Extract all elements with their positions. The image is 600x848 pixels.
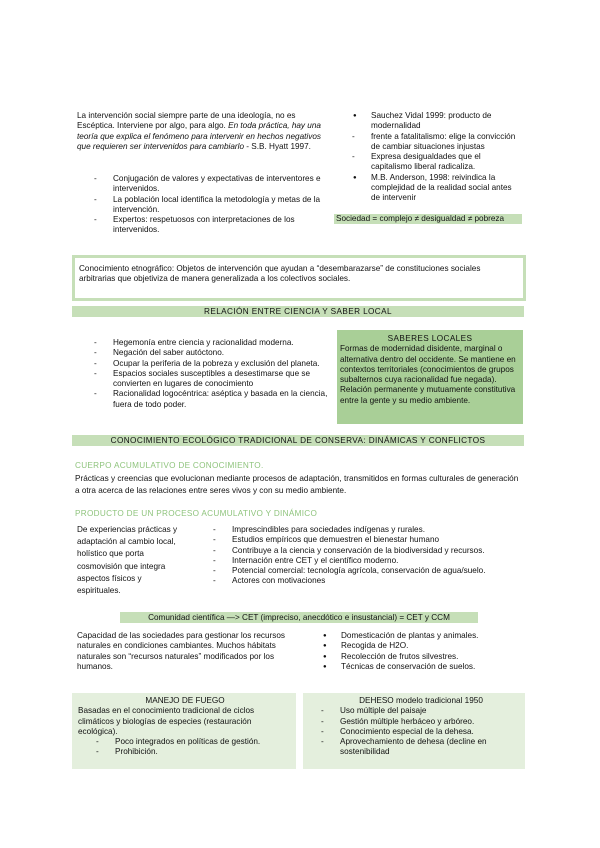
right-top-list xyxy=(352,111,522,204)
list-item: - Actores con motivaciones xyxy=(213,576,528,586)
saberes-text: Formas de modernidad disidente, marginal o alternativa dentro del occidente. Se mantiene en contextos territoriales (conocimientos de grupos subalternos cuya racionalidad fue negada). Relación permanente y mutuamente constitutiva entre la gente y su medio ambiente. xyxy=(340,344,516,405)
intro-citation: - S.B. Hyatt 1997. xyxy=(244,141,311,151)
comunidad-text: Comunidad científica —> CET (impreciso, anecdótico e insustancial) = CET y CCM xyxy=(148,613,450,622)
manejo-fuego-box xyxy=(72,693,296,769)
relacion-bullet-list xyxy=(94,338,331,410)
producto-bullet-list xyxy=(213,525,528,587)
relacion-banner-title: RELACIÓN ENTRE CIENCIA Y SABER LOCAL xyxy=(204,307,392,316)
society-highlight xyxy=(334,214,522,224)
saberes-locales-box xyxy=(337,330,523,424)
list-item: ● Domesticación de plantas y animales. xyxy=(322,631,522,641)
list-item: - Potencial comercial: tecnología agrícola, conservación de agua/suelo. xyxy=(213,566,528,576)
list-item: - Uso múltiple del paisaje xyxy=(321,706,521,716)
list-item: - Expertos: respetuosos con interpretaciones de los intervenidos. xyxy=(94,215,326,236)
list-item: - frente a fatalitalismo: elige la convicción de cambiar situaciones injustas xyxy=(352,132,522,153)
list-item: - Negación del saber autóctono. xyxy=(94,348,331,358)
intro-text: La intervención social siempre parte de una ideología, no es Escéptica. Interviene por algo, para algo. xyxy=(77,111,296,131)
list-item: - Racionalidad logocéntrica: aséptica y basada en la ciencia, fuera de todo poder. xyxy=(94,389,331,410)
intro-paragraph xyxy=(77,111,327,152)
list-item: ● Técnicas de conservación de suelos. xyxy=(322,662,522,672)
list-item: - La población local identifica la metodología y metas de la intervención. xyxy=(94,195,326,216)
intro-bullet-list xyxy=(94,174,326,236)
list-item: - Conjugación de valores y expectativas de interventores e intervenidos. xyxy=(94,174,326,195)
list-item: - Estudios empíricos que demuestren el bienestar humano xyxy=(213,535,528,545)
list-item: - Expresa desigualdades que el capitalismo liberal radicaliza. xyxy=(352,152,522,173)
dehesa-title: DEHESO modelo tradicional 1950 xyxy=(359,696,483,705)
dehesa-list xyxy=(321,706,521,757)
capacidad-bullet-list xyxy=(322,631,522,672)
society-highlight-text: Sociedad = complejo ≠ desigualdad ≠ pobreza xyxy=(336,214,505,223)
list-item: - Imprescindibles para sociedades indígenas y rurales. xyxy=(213,525,528,535)
list-item: - Poco integrados en políticas de gestión. xyxy=(96,737,292,747)
comunidad-banner xyxy=(120,612,478,623)
list-item: ● M.B. Anderson, 1998: reivindica la complejidad de la realidad social antes de intervenir xyxy=(352,173,522,204)
list-item: - Hegemonía entre ciencia y racionalidad moderna. xyxy=(94,338,331,348)
cet-banner-title: CONOCIMIENTO ECOLÓGICO TRADICIONAL DE CONSERVA: DINÁMICAS Y CONFLICTOS xyxy=(110,436,486,445)
ethnographic-text: Conocimiento etnográfico: Objetos de intervención que ayudan a “desembarazarse” de constituciones sociales arbitrarias que objetiviza de manera generalizada a los colectivos sociales. xyxy=(79,264,481,284)
list-item: ● Sauchez Vidal 1999: producto de modernalidad xyxy=(352,111,522,132)
manejo-fuego-title: MANEJO DE FUEGO xyxy=(145,696,225,705)
list-item: - Gestión múltiple herbáceo y arbóreo. xyxy=(321,717,521,727)
list-item: - Aprovechamiento de dehesa (decline en sostenibilidad xyxy=(321,737,521,758)
list-item: ● Recogida de H2O. xyxy=(322,641,522,651)
producto-left-text: De experiencias prácticas y adaptación al cambio local, holístico que porta cosmovisión que integra aspectos físicos y espirituales. xyxy=(77,525,178,596)
cet-banner xyxy=(72,435,524,446)
dehesa-box xyxy=(303,693,525,769)
cuerpo-text: Prácticas y creencias que evolucionan mediante procesos de adaptación, transmitidos en formas culturales de generación a otra acerca de las relaciones entre seres vivos y con su medio ambiente. xyxy=(75,474,519,495)
list-item: - Prohibición. xyxy=(96,747,292,757)
saberes-title: SABERES LOCALES xyxy=(387,334,473,343)
manejo-fuego-text: Basadas en el conocimiento tradicional de ciclos climáticos y biologías de especies (restauración ecológica). xyxy=(78,706,255,736)
producto-title: PRODUCTO DE UN PROCESO ACUMULATIVO Y DINÁMICO xyxy=(75,509,318,518)
list-item: - Conocimiento especial de la dehesa. xyxy=(321,727,521,737)
cuerpo-title: CUERPO ACUMULATIVO DE CONOCIMIENTO. xyxy=(75,461,264,470)
list-item: - Ocupar la periferia de la pobreza y exclusión del planeta. xyxy=(94,359,331,369)
capacidad-text: Capacidad de las sociedades para gestionar los recursos naturales en condiciones cambiantes. Muchos hábitats naturales son “recursos naturales” modificados por los humanos. xyxy=(77,631,285,671)
intro-quote: En toda práctica, hay una teoría que explica el fenómeno para intervenir en hechos negativos que requieren ser intervenidos para cambiarlo xyxy=(77,121,321,151)
list-item: - Espacios sociales susceptibles a desestimarse que se convierten en lugares de conocimiento xyxy=(94,369,331,390)
relacion-banner xyxy=(72,306,524,317)
manejo-fuego-list xyxy=(96,737,292,758)
list-item: - Contribuye a la ciencia y conservación de la biodiversidad y recursos. xyxy=(213,546,528,556)
list-item: - Internación entre CET y el científico moderno. xyxy=(213,556,528,566)
list-item: ● Recolección de frutos silvestres. xyxy=(322,652,522,662)
ethnographic-box xyxy=(72,255,526,301)
